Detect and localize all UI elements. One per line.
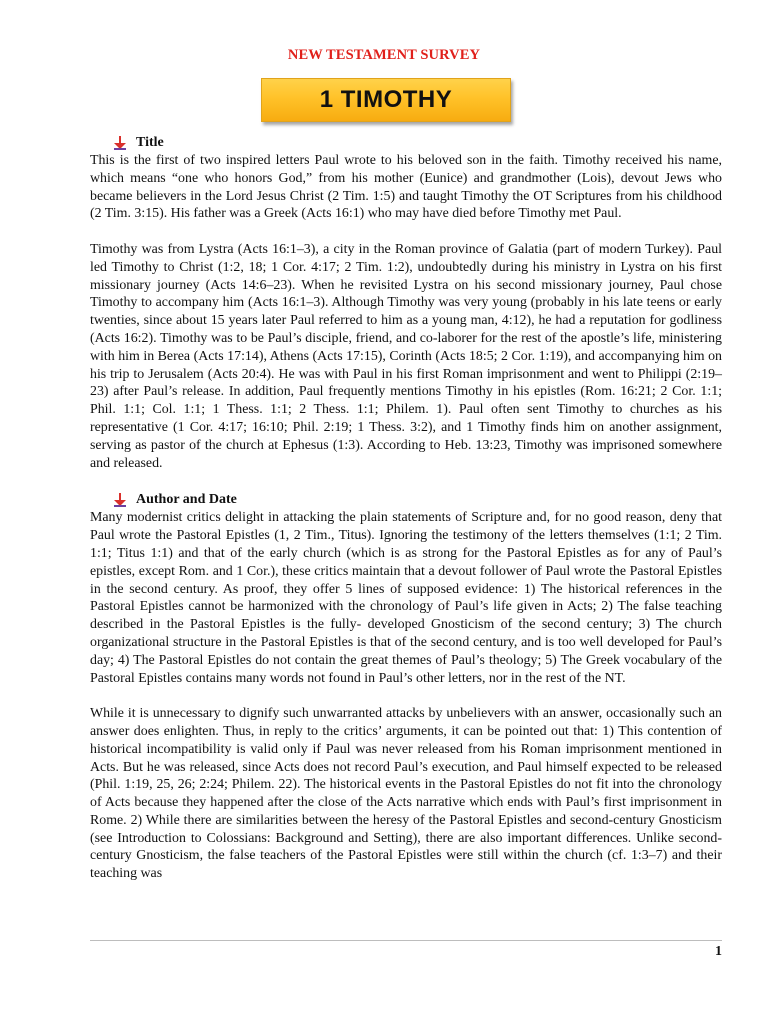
- paragraph: This is the first of two inspired letters Paul wrote to his beloved son in the faith. Timothy received his name, which means “one who honors God,” from his mother (Eunice) and grandmother (Lois), devout Jews who became believers in the Lord Jesus Christ (2 Tim. 1:5) and taught Timothy the OT Scriptures from his childhood (2 Tim. 3:15). His father was a Greek (Acts 16:1) who may have died before Timothy met Paul.: [90, 153, 722, 222]
- paragraph: Many modernist critics delight in attacking the plain statements of Scripture and, for no good reason, deny that Paul wrote the Pastoral Epistles (1, 2 Tim., Titus). Ignoring the testimony of the letters themselves (1:1; 2 Tim. 1:1; Titus 1:1) and that of the early church (which is as strong for the Pastoral Epistles as for any of Paul’s epistles, except Rom. and 1 Cor.), these critics maintain that a devout follower of Paul wrote the Pastoral Epistles in the second century. As proof, they offer 5 lines of supposed evidence: 1) The historical references in the Pastoral Epistles cannot be harmonized with the chronology of Paul’s life given in Acts; 2) The false teaching described in the Pastoral Epistles is the fully- developed Gnosticism of the second century; 3) The church organizational structure in the Pastoral Epistles is that of the second century, and is too well developed for Paul’s day; 4) The Pastoral Epistles do not contain the great themes of Paul’s theology; 5) The Greek vocabulary of the Pastoral Epistles contains many words not found in Paul’s other letters, nor in the rest of the NT.: [90, 510, 722, 686]
- arrow-down-bullet-icon: [113, 493, 127, 507]
- section-heading-title: [113, 133, 722, 152]
- section-heading-label: Title: [136, 134, 164, 150]
- section-heading-author-and-date: [113, 490, 722, 509]
- book-title: 1 TIMOTHY: [319, 86, 453, 113]
- page-number: 1: [715, 944, 722, 959]
- document-body: [90, 133, 722, 883]
- section-heading-label: Author and Date: [136, 491, 237, 507]
- footer-divider: [90, 940, 722, 941]
- paragraph: While it is unnecessary to dignify such unwarranted attacks by unbelievers with an answer, occasionally such an answer does enlighten. Thus, in reply to the critics’ arguments, it can be pointed out that: 1) This contention of historical incompatibility is valid only if Paul was never released from his Roman imprisonment mentioned in Acts. But he was released, since Acts does not record Paul’s execution, and Paul himself expected to be released (Phil. 1:19, 25, 26; 2:24; Philem. 22). The historical events in the Pastoral Epistles do not fit into the chronology of Acts because they happened after the close of the Acts narrative which ends with Paul’s first imprisonment in Rome. 2) While there are similarities between the heresy of the Pastoral Epistles and second-century Gnosticism (see Introduction to Colossians: Background and Setting), there are also important differences. Unlike second-century Gnosticism, the false teachers of the Pastoral Epistles were still within the church (cf. 1:3–7) and their teaching was: [90, 706, 722, 882]
- paragraph-spacer: [90, 687, 722, 705]
- paragraph-spacer: [90, 223, 722, 241]
- arrow-down-bullet-icon: [113, 136, 127, 150]
- book-title-banner: [261, 78, 511, 122]
- course-header: NEW TESTAMENT SURVEY: [287, 47, 481, 63]
- section-spacer: [90, 472, 722, 490]
- paragraph: Timothy was from Lystra (Acts 16:1–3), a city in the Roman province of Galatia (part of modern Turkey). Paul led Timothy to Christ (1:2, 18; 1 Cor. 4:17; 2 Tim. 1:2), undoubtedly during his ministry in Lystra on his first missionary journey (Acts 14:6–23). When he revisited Lystra on his second missionary journey, Paul chose Timothy to accompany him (Acts 16:1–3). Although Timothy was very young (probably in his late teens or early twenties, since about 15 years later Paul referred to him as a young man, 4:12), he had a reputation for godliness (Acts 16:2). Timothy was to be Paul’s disciple, friend, and co-laborer for the rest of the apostle’s life, ministering with him in Berea (Acts 17:14), Athens (Acts 17:15), Corinth (Acts 18:5; 2 Cor. 1:19), and accompanying him on his trip to Jerusalem (Acts 20:4). He was with Paul in his first Roman imprisonment and went to Philippi (2:19–23) after Paul’s release. In addition, Paul frequently mentions Timothy in his epistles (Rom. 16:21; 2 Cor. 1:1; Phil. 1:1; Col. 1:1; 1 Thess. 1:1; 2 Thess. 1:1; Philem. 1). Paul often sent Timothy to churches as his representative (1 Cor. 4:17; 16:10; Phil. 2:19; 1 Thess. 3:2), and 1 Timothy finds him on another assignment, serving as pastor of the church at Ephesus (1:3). According to Heb. 13:23, Timothy was imprisoned somewhere and released.: [90, 241, 722, 471]
